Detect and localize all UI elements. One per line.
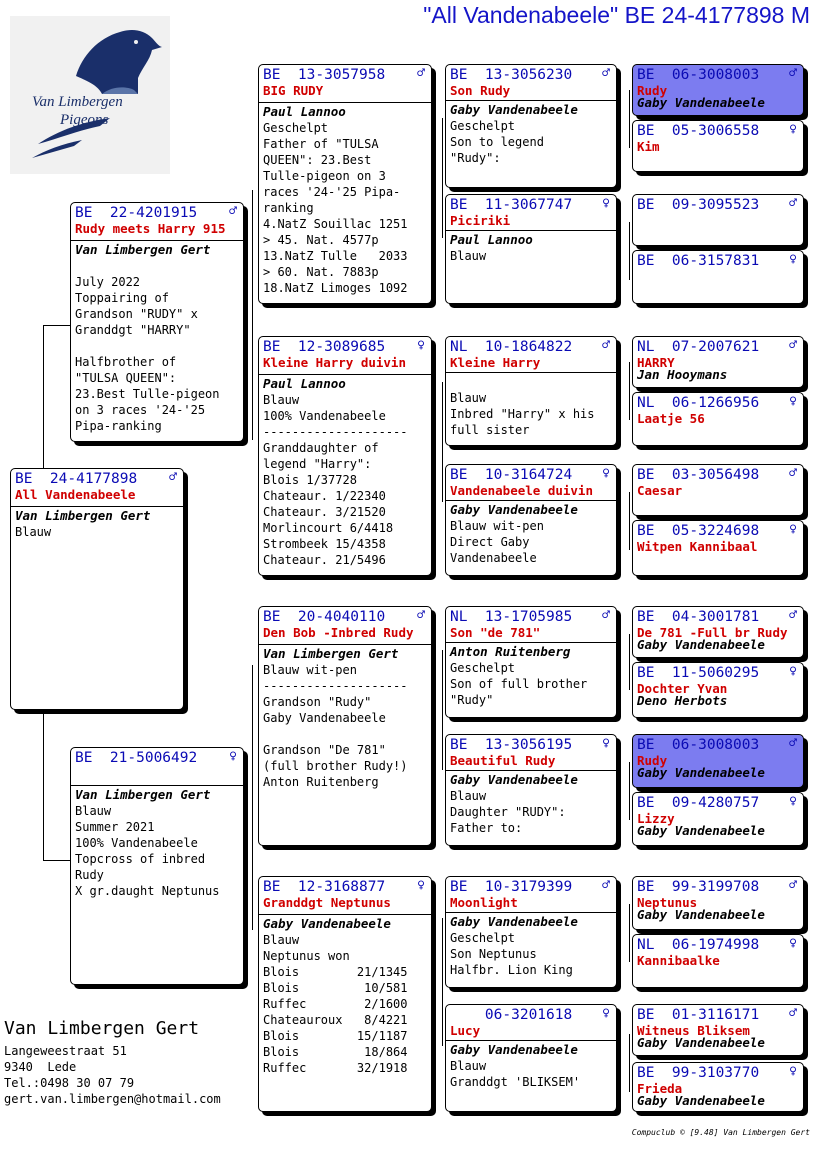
- male-icon: ♂: [789, 66, 797, 81]
- pedigree-card-mfm[interactable]: [445, 734, 617, 846]
- pigeon-info: Geschelpt Son Neptunus Halfbr. Lion King: [450, 931, 573, 977]
- pigeon-name: Rudy meets Harry 915: [75, 221, 226, 236]
- divider: [71, 240, 243, 241]
- ring-number: BE 04-3001781: [637, 609, 760, 625]
- female-icon: ♀: [789, 122, 797, 137]
- ring-number: BE 13-3056230: [450, 67, 573, 83]
- male-icon: ♂: [789, 196, 797, 211]
- owner-name: Gaby Vandenabeele: [637, 1035, 765, 1050]
- pedigree-card-g3[interactable]: [632, 194, 804, 246]
- male-icon: ♂: [789, 466, 797, 481]
- ring-number: NL 10-1864822: [450, 339, 573, 355]
- pigeon-name: Piciriki: [450, 213, 511, 228]
- logo-text-line2: Pigeons: [60, 112, 109, 128]
- ring-number: BE 12-3089685: [263, 339, 386, 355]
- pigeon-info: Blauw: [450, 249, 487, 263]
- owner-name: Van Limbergen Gert: [75, 787, 211, 802]
- owner-name: Gaby Vandenabeele: [637, 1093, 765, 1108]
- owner-name: Paul Lannoo: [263, 376, 346, 391]
- divider: [446, 500, 616, 501]
- breeder-info: [4, 1018, 221, 1107]
- pigeon-info: Blauw wit-pen Direct Gaby Vandenabeele: [450, 519, 544, 565]
- pigeon-name: Vandenabeele duivin: [450, 483, 593, 498]
- owner-name: Gaby Vandenabeele: [450, 502, 578, 517]
- pigeon-name: Caesar: [637, 483, 683, 498]
- male-icon: ♂: [169, 470, 177, 485]
- ring-number: BE 12-3168877: [263, 879, 386, 895]
- pedigree-card-g16[interactable]: [632, 1062, 804, 1112]
- pigeon-name: Den Bob -Inbred Rudy: [263, 625, 414, 640]
- male-icon: ♂: [602, 66, 610, 81]
- owner-name: Gaby Vandenabeele: [263, 916, 391, 931]
- female-icon: ♀: [789, 936, 797, 951]
- ring-number: BE 09-3095523: [637, 197, 760, 213]
- pigeon-info: Blauw Granddgt 'BLIKSEM': [450, 1059, 581, 1089]
- breeder-street: Langeweestraat 51: [4, 1044, 127, 1058]
- pedigree-card-ff[interactable]: [258, 64, 432, 304]
- pigeon-name: Frieda: [637, 1081, 683, 1096]
- ring-number: BE 99-3103770: [637, 1065, 760, 1081]
- pigeon-info: Blauw Summer 2021 100% Vandenabeele Topcross of inbred Rudy X gr.daught Neptunus: [75, 804, 220, 898]
- ring-number: BE 10-3164724: [450, 467, 573, 483]
- pedigree-card-g15[interactable]: [632, 1004, 804, 1056]
- owner-name: Gaby Vandenabeele: [450, 914, 578, 929]
- pigeon-name: Lizzy: [637, 811, 675, 826]
- breeder-phone: Tel.:0498 30 07 79: [4, 1076, 135, 1090]
- pigeon-name: Rudy: [637, 83, 668, 98]
- pigeon-name: Kleine Harry: [450, 355, 541, 370]
- pigeon-name: Moonlight: [450, 895, 518, 910]
- ring-number: BE 21-5006492: [75, 750, 198, 766]
- male-icon: ♂: [602, 878, 610, 893]
- pigeon-name: Son "de 781": [450, 625, 541, 640]
- male-icon: ♂: [789, 878, 797, 893]
- female-icon: ♀: [417, 338, 425, 353]
- connector-line: [442, 118, 443, 238]
- connector-line: [629, 90, 630, 148]
- logo: [10, 16, 170, 174]
- divider: [259, 644, 431, 645]
- ring-number: BE 06-3008003: [637, 67, 760, 83]
- female-icon: ♀: [789, 522, 797, 537]
- female-icon: ♀: [229, 749, 237, 764]
- ring-number: BE 06-3157831: [637, 253, 760, 269]
- pedigree-card-g6[interactable]: [632, 392, 804, 446]
- pigeon-info: Geschelpt Son to legend "Rudy":: [450, 119, 544, 165]
- pedigree-card-g14[interactable]: [632, 934, 804, 988]
- female-icon: ♀: [789, 794, 797, 809]
- male-icon: ♂: [789, 338, 797, 353]
- logo-text-line1: Van Limbergen: [32, 94, 123, 110]
- ring-number: BE 05-3224698: [637, 523, 760, 539]
- ring-number: BE 03-3056498: [637, 467, 760, 483]
- page-title: "All Vandenabeele" BE 24-4177898 M: [423, 2, 810, 28]
- owner-name: Gaby Vandenabeele: [450, 1042, 578, 1057]
- pedigree-card-father[interactable]: [70, 202, 244, 442]
- ring-number: 06-3201618: [450, 1007, 573, 1023]
- pigeon-info: Blauw Neptunus won Blois 21/1345 Blois 10/581 Ruffec 2/1600 Chateauroux 8/4221 Blois 15/1187 Blois 18/864 Ruffec 32/1918: [263, 933, 408, 1075]
- divider: [446, 770, 616, 771]
- pedigree-card-g11[interactable]: [632, 734, 804, 788]
- owner-name: Van Limbergen Gert: [263, 646, 399, 661]
- owner-name: Paul Lannoo: [450, 232, 533, 247]
- female-icon: ♀: [602, 1006, 610, 1021]
- connector-line: [442, 918, 443, 1046]
- pedigree-card-g7[interactable]: [632, 464, 804, 516]
- ring-number: BE 11-3067747: [450, 197, 573, 213]
- male-icon: ♂: [417, 66, 425, 81]
- ring-number: BE 13-3057958: [263, 67, 386, 83]
- connector-line: [629, 362, 630, 420]
- pigeon-info: Blauw 100% Vandenabeele -------------------- Granddaughter of legend "Harry": Blois 1/37728 Chateaur. 1/22340 Chateaur. 3/21520 Morlincourt 6/4418 Strombeek 15/4358 Chateaur. 21/5496: [263, 393, 408, 567]
- male-icon: ♂: [602, 608, 610, 623]
- divider: [259, 374, 431, 375]
- ring-number: BE 06-3008003: [637, 737, 760, 753]
- pigeon-name: Laatje 56: [637, 411, 705, 426]
- male-icon: ♂: [229, 204, 237, 219]
- pigeon-name: Neptunus: [637, 895, 698, 910]
- female-icon: ♀: [789, 394, 797, 409]
- owner-name: Gaby Vandenabeele: [637, 823, 765, 838]
- ring-number: BE 10-3179399: [450, 879, 573, 895]
- divider: [446, 1040, 616, 1041]
- owner-name: Anton Ruitenberg: [450, 644, 571, 659]
- ring-number: BE 20-4040110: [263, 609, 386, 625]
- pedigree-card-g5[interactable]: [632, 336, 804, 388]
- pedigree-card-g1[interactable]: [632, 64, 804, 116]
- pedigree-card-g4[interactable]: [632, 250, 804, 304]
- female-icon: ♀: [789, 252, 797, 267]
- owner-name: Gaby Vandenabeele: [450, 772, 578, 787]
- pigeon-name: Kleine Harry duivin: [263, 355, 406, 370]
- pigeon-name: De 781 -Full br Rudy: [637, 625, 788, 640]
- pigeon-name: Lucy: [450, 1023, 481, 1038]
- owner-name: Van Limbergen Gert: [75, 242, 211, 257]
- pigeon-info: July 2022 Toppairing of Grandson "RUDY" x Granddgt "HARRY" Halfbrother of "TULSA QUEEN": 23.Best Tulle-pigeon on 3 races '24-'25 Pipa-ranking: [75, 275, 220, 433]
- pedigree-card-g2[interactable]: [632, 120, 804, 172]
- connector-line: [629, 492, 630, 550]
- owner-name: Gaby Vandenabeele: [450, 102, 578, 117]
- pedigree-card-mf[interactable]: [258, 606, 432, 846]
- pedigree-card-mff[interactable]: [445, 606, 617, 718]
- female-icon: ♀: [602, 736, 610, 751]
- ring-number: BE 22-4201915: [75, 205, 198, 221]
- pedigree-card-g13[interactable]: [632, 876, 804, 930]
- ring-number: BE 11-5060295: [637, 665, 760, 681]
- connector-line: [252, 665, 253, 930]
- connector-line: [442, 650, 443, 770]
- ring-number: BE 99-3199708: [637, 879, 760, 895]
- pigeon-name: Kim: [637, 139, 660, 154]
- owner-name: Gaby Vandenabeele: [637, 765, 765, 780]
- divider: [446, 372, 616, 373]
- pigeon-info: Blauw: [15, 525, 52, 539]
- breeder-name: Van Limbergen Gert: [4, 1018, 200, 1039]
- pigeon-name: Witneus Bliksem: [637, 1023, 750, 1038]
- ring-number: NL 07-2007621: [637, 339, 760, 355]
- ring-number: BE 09-4280757: [637, 795, 760, 811]
- pedigree-card-g9[interactable]: [632, 606, 804, 658]
- divider: [446, 642, 616, 643]
- connector-line: [442, 382, 443, 502]
- pedigree-card-mm[interactable]: [258, 876, 432, 1112]
- breeder-email[interactable]: gert.van.limbergen@hotmail.com: [4, 1092, 221, 1106]
- male-icon: ♂: [417, 608, 425, 623]
- female-icon: ♀: [789, 664, 797, 679]
- connector-line: [629, 1034, 630, 1092]
- pigeon-name: Witpen Kannibaal: [637, 539, 758, 554]
- ring-number: BE 01-3116171: [637, 1007, 760, 1023]
- pigeon-name: Kannibaalke: [637, 953, 720, 968]
- pigeon-info: Geschelpt Father of "TULSA QUEEN": 23.Best Tulle-pigeon on 3 races '24-'25 Pipa- ranking 4.NatZ Souillac 1251 > 45. Nat. 4577p 13.NatZ Tulle 2033 > 60. Nat. 7883p 18.NatZ Limoges 1092: [263, 121, 408, 295]
- female-icon: ♀: [602, 466, 610, 481]
- divider: [446, 912, 616, 913]
- pigeon-name: HARRY: [637, 355, 675, 370]
- divider: [446, 230, 616, 231]
- owner-name: Paul Lannoo: [263, 104, 346, 119]
- male-icon: ♂: [602, 338, 610, 353]
- connector-line: [43, 325, 70, 326]
- pedigree-card-mmf[interactable]: [445, 876, 617, 988]
- divider: [259, 102, 431, 103]
- divider: [71, 785, 243, 786]
- female-icon: ♀: [602, 196, 610, 211]
- male-icon: ♂: [789, 1006, 797, 1021]
- connector-line: [43, 712, 44, 860]
- pedigree-card-fmm[interactable]: [445, 464, 617, 576]
- pedigree-card-mmm[interactable]: [445, 1004, 617, 1112]
- pigeon-name: Beautiful Rudy: [450, 753, 556, 768]
- pigeon-name: Rudy: [637, 753, 668, 768]
- female-icon: ♀: [417, 878, 425, 893]
- owner-name: Van Limbergen Gert: [15, 508, 151, 523]
- ring-number: NL 13-1705985: [450, 609, 573, 625]
- pigeon-name: Son Rudy: [450, 83, 511, 98]
- male-icon: ♂: [789, 736, 797, 751]
- pigeon-name: BIG RUDY: [263, 83, 324, 98]
- pigeon-name: Granddgt Neptunus: [263, 895, 391, 910]
- divider: [446, 100, 616, 101]
- pedigree-card-mother[interactable]: [70, 747, 244, 985]
- pedigree-card-self[interactable]: [10, 468, 184, 710]
- connector-line: [43, 325, 44, 470]
- divider: [259, 914, 431, 915]
- owner-name: Deno Herbots: [637, 693, 728, 708]
- owner-name: Gaby Vandenabeele: [637, 637, 765, 652]
- ring-number: BE 24-4177898: [15, 471, 138, 487]
- connector-line: [629, 762, 630, 820]
- pedigree-card-g10[interactable]: [632, 662, 804, 718]
- owner-name: Gaby Vandenabeele: [637, 95, 765, 110]
- female-icon: ♀: [789, 1064, 797, 1079]
- ring-number: NL 06-1266956: [637, 395, 760, 411]
- owner-name: Gaby Vandenabeele: [637, 907, 765, 922]
- owner-name: Jan Hooymans: [637, 367, 728, 382]
- pedigree-card-fmf[interactable]: [445, 336, 617, 446]
- ring-number: BE 05-3006558: [637, 123, 760, 139]
- pedigree-card-fm[interactable]: [258, 336, 432, 576]
- pedigree-card-fff[interactable]: [445, 64, 617, 188]
- pigeon-name: Dochter Yvan: [637, 681, 728, 696]
- connector-line: [43, 860, 70, 861]
- pedigree-card-ffm[interactable]: [445, 194, 617, 304]
- pedigree-card-g8[interactable]: [632, 520, 804, 576]
- ring-number: BE 13-3056195: [450, 737, 573, 753]
- male-icon: ♂: [789, 608, 797, 623]
- connector-line: [629, 634, 630, 690]
- pigeon-info: Blauw Inbred "Harry" x his full sister: [450, 391, 595, 437]
- pedigree-card-g12[interactable]: [632, 792, 804, 846]
- pigeon-name: All Vandenabeele: [15, 487, 136, 502]
- connector-line: [629, 222, 630, 280]
- divider: [11, 506, 183, 507]
- connector-line: [252, 190, 253, 440]
- ring-number: NL 06-1974998: [637, 937, 760, 953]
- connector-line: [629, 904, 630, 962]
- pigeon-info: Blauw wit-pen -------------------- Grandson "Rudy" Gaby Vandenabeele Grandson "De 781" (full brother Rudy!) Anton Ruitenberg: [263, 663, 408, 789]
- breeder-city: 9340 Lede: [4, 1060, 77, 1074]
- pigeon-info: Geschelpt Son of full brother "Rudy": [450, 661, 588, 707]
- pigeon-info: Blauw Daughter "RUDY": Father to:: [450, 789, 566, 835]
- footer-credit: Compuclub © [9.48] Van Limbergen Gert: [631, 1128, 810, 1137]
